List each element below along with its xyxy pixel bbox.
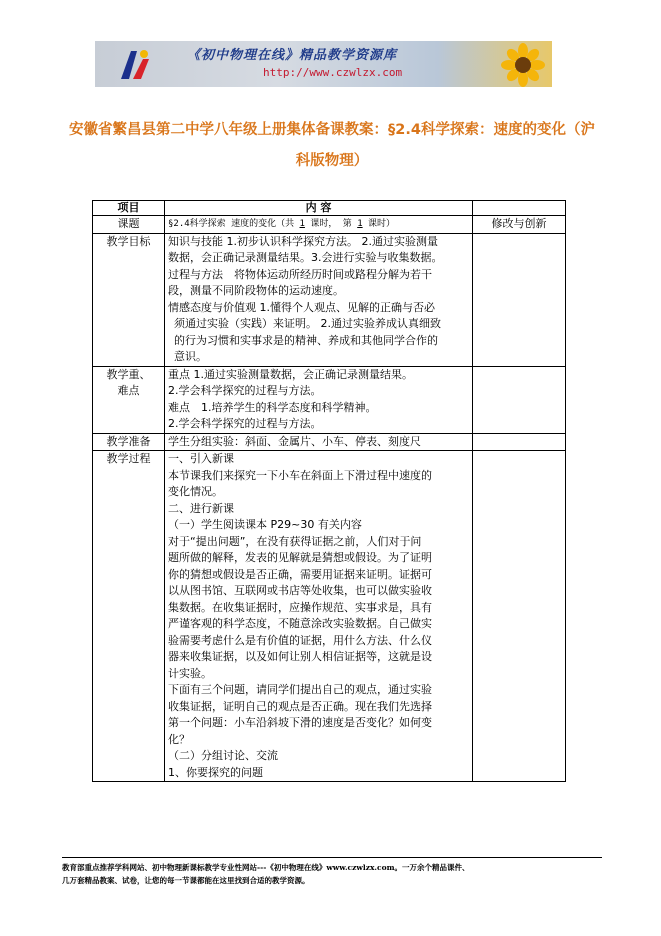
keypoints-label-line2: 难点 xyxy=(117,384,140,397)
goals-line: 过程与方法 将物体运动所经历时间或路程分解为若干 xyxy=(168,267,432,281)
process-line: 对于“提出问题”，在没有获得证据之前，人们对于问 xyxy=(168,534,422,548)
keypoints-revise-cell xyxy=(473,366,566,433)
topic-total-lessons: 1 xyxy=(299,219,305,229)
process-revise-cell xyxy=(473,451,566,782)
prep-revise-cell xyxy=(473,433,566,451)
goals-line: 须通过实验（实践）来证明。 2.通过实验养成认真细致 xyxy=(174,317,441,330)
banner-title: 《初中物理在线》精品教学资源库 xyxy=(187,48,398,63)
banner-url[interactable]: http://www.czwlzx.com xyxy=(263,66,403,79)
topic-suffix: 课时） xyxy=(362,219,396,229)
header-revise xyxy=(473,201,566,216)
page-footer xyxy=(62,861,602,887)
topic-row xyxy=(93,216,566,234)
keypoints-line: 难点 1.培养学生的科学态度和科学精神。 xyxy=(168,400,377,414)
goals-line: 段，测量不同阶段物体的运动速度。 xyxy=(168,284,344,297)
revise-label: 修改与创新 xyxy=(473,216,566,234)
process-line: 二、进行新课 xyxy=(168,501,234,515)
topic-label: 课题 xyxy=(93,216,165,234)
process-line: 收集证据，证明自己的观点是否正确。现在我们先选择 xyxy=(168,699,432,713)
process-line: 你的猜想或假设是否正确，需要用证据来证明。证据可 xyxy=(168,567,432,581)
footer-divider xyxy=(62,857,602,858)
process-line: （二）分组讨论、交流 xyxy=(168,749,278,762)
process-line: 化？ xyxy=(168,732,190,746)
prep-row xyxy=(93,433,566,451)
process-line: 本节课我们来探究一下小车在斜面上下滑过程中速度的 xyxy=(168,468,432,482)
process-content xyxy=(165,451,473,782)
process-line: 器来收集证据，以及如何让别人相信证据等，这就是设 xyxy=(168,650,432,663)
footer-line2: 几万套精品教案、试卷，让您的每一节课都能在这里找到合适的教学资源。 xyxy=(62,876,310,885)
keypoints-line: 2.学会科学探究的过程与方法。 xyxy=(168,417,322,430)
process-line: 一、引入新课 xyxy=(168,452,234,465)
document-title: 安徽省繁昌县第二中学八年级上册集体备课教案：§2.4科学探索：速度的变化（沪科版物理） xyxy=(69,122,595,169)
process-line: 第一个问题：小车沿斜坡下滑的速度是否变化？如何变 xyxy=(168,716,432,729)
keypoints-line: 重点 1.通过实验测量数据，会正确记录测量结果。 xyxy=(168,367,413,381)
goals-line: 意识。 xyxy=(174,350,207,363)
goals-line: 的行为习惯和实事求是的精神、养成和其他同学合作的 xyxy=(174,333,438,347)
process-line: 集数据。在收集证据时，应操作规范、实事求是，具有 xyxy=(168,600,432,614)
goals-revise-cell xyxy=(473,233,566,366)
header-item: 项目 xyxy=(93,201,165,216)
topic-prefix: §2.4科学探索 速度的变化（共 xyxy=(168,219,300,229)
header-banner xyxy=(95,41,552,87)
footer-line1: 教育部重点推荐学科网站、初中物理新课标教学专业性网站---《初中物理在线》www.czwlzx.com。一万余个精品课件、 xyxy=(62,863,470,872)
process-line: 下面有三个问题，请同学们提出自己的观点，通过实验 xyxy=(168,683,432,696)
topic-current-lesson: 1 xyxy=(357,219,363,229)
goals-label: 教学目标 xyxy=(93,233,165,366)
keypoints-label xyxy=(93,366,165,433)
lesson-plan-table xyxy=(92,200,566,782)
table-header-row xyxy=(93,201,566,216)
process-line: 验需要考虑什么是有价值的证据，用什么方法、什么仪 xyxy=(168,633,432,647)
process-line: 计实验。 xyxy=(168,666,212,680)
sunflower-icon xyxy=(498,43,548,87)
prep-label: 教学准备 xyxy=(93,433,165,451)
process-label: 教学过程 xyxy=(93,451,165,782)
prep-content: 学生分组实验：斜面、金属片、小车、停表、刻度尺 xyxy=(165,433,473,451)
topic-content xyxy=(165,216,473,234)
process-line: 变化情况。 xyxy=(168,485,223,498)
process-row xyxy=(93,451,566,782)
process-line: 严谨客观的科学态度，不随意涂改实验数据。自己做实 xyxy=(168,617,432,630)
goals-line: 知识与技能 1.初步认识科学探究方法。 2.通过实验测量 xyxy=(168,234,438,248)
goals-content xyxy=(165,233,473,366)
site-logo-icon xyxy=(117,47,153,83)
process-line: 题所做的解释，发表的见解就是猜想或假设。为了证明 xyxy=(168,551,432,564)
goals-line: 情感态度与价值观 1.懂得个人观点、见解的正确与否必 xyxy=(168,300,435,314)
process-line: 以从图书馆、互联网或书店等处收集，也可以做实验收 xyxy=(168,584,432,597)
keypoints-row xyxy=(93,366,566,433)
keypoints-label-line1: 教学重、 xyxy=(106,367,151,381)
process-line: 1、你要探究的问题 xyxy=(168,765,263,779)
topic-mid: 课时， 第 xyxy=(304,219,358,229)
keypoints-content xyxy=(165,366,473,433)
goals-row xyxy=(93,233,566,366)
process-line: （一）学生阅读课本 P29~30 有关内容 xyxy=(168,518,362,531)
keypoints-line: 2.学会科学探究的过程与方法。 xyxy=(168,384,322,397)
goals-line: 数据，会正确记录测量结果。3.会进行实验与收集数据。 xyxy=(168,251,443,264)
header-content: 内 容 xyxy=(165,201,473,216)
